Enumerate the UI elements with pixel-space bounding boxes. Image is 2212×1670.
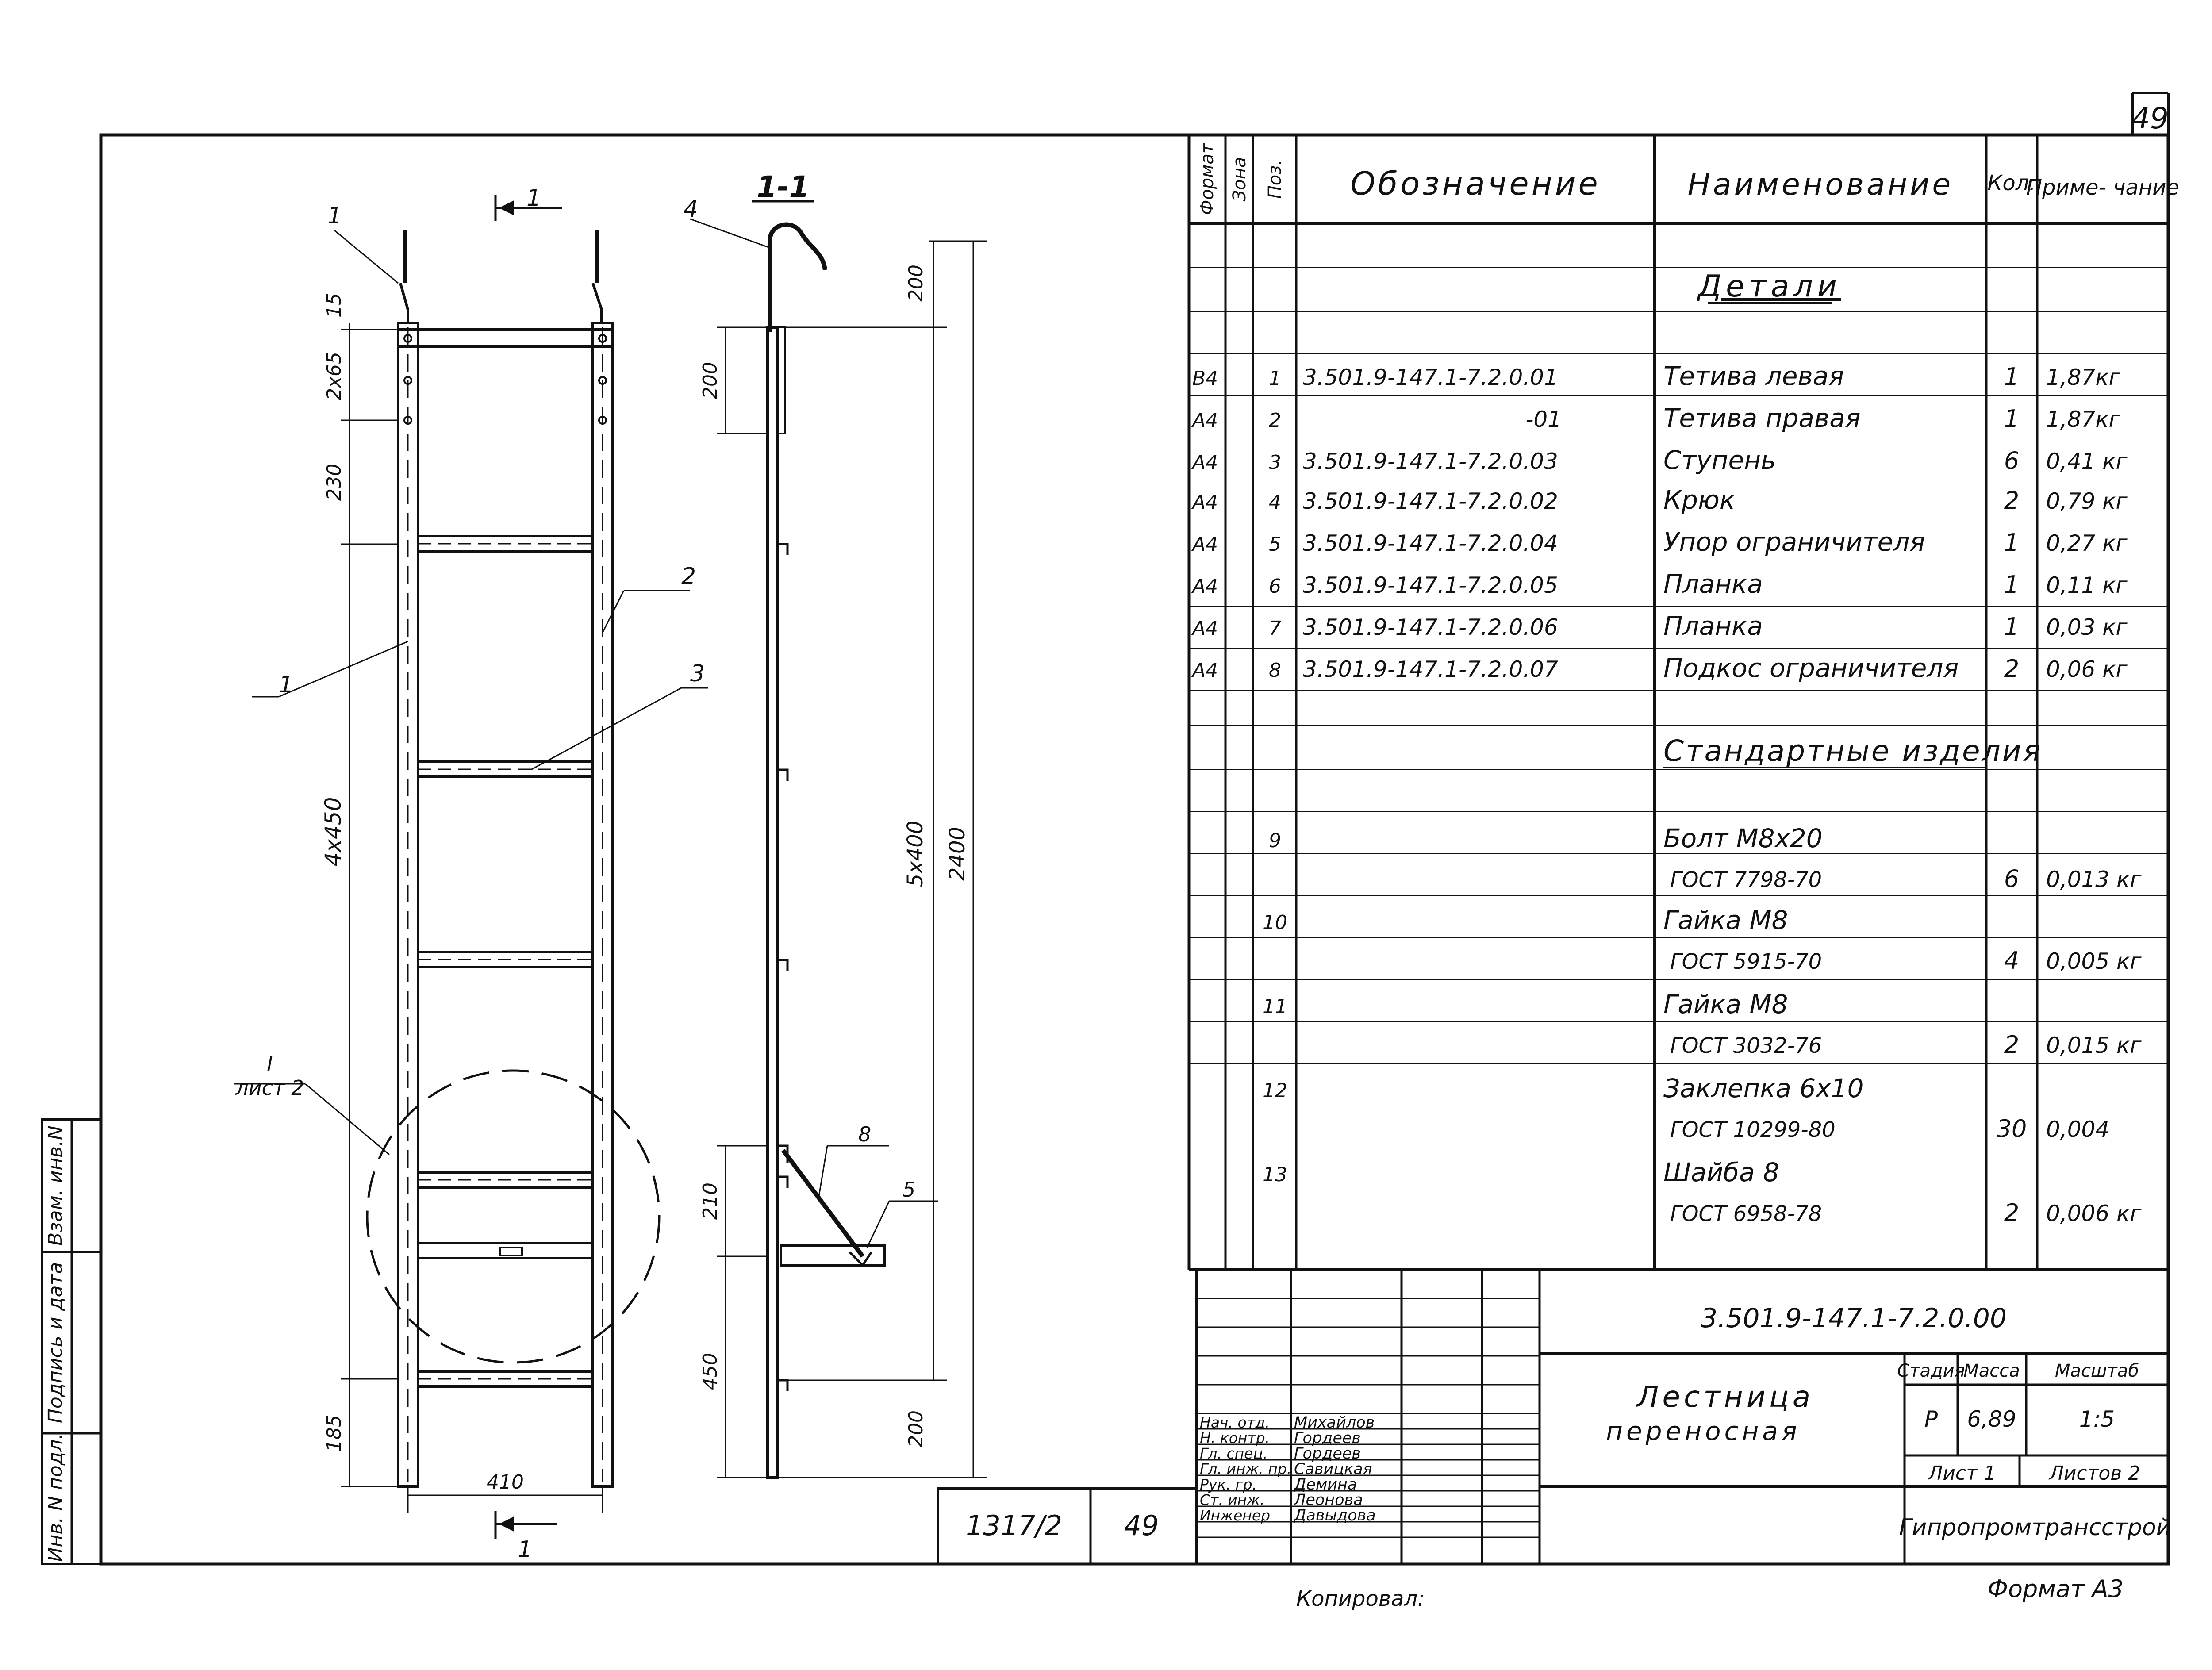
cell-format: А4 xyxy=(1192,409,1218,432)
sheet-number: 49 xyxy=(2131,101,2169,135)
cell-designation: 3.501.9-147.1-7.2.0.03 xyxy=(1303,449,1558,474)
signature-name: Демина xyxy=(1294,1476,1357,1493)
cell-position: 3 xyxy=(1269,451,1281,474)
cell-quantity: 2 xyxy=(2004,487,2020,514)
cell-note: 0,013 кг xyxy=(2046,867,2142,892)
signature-date-label: Подпись и дата xyxy=(44,1262,67,1424)
cell-name: Болт М8х20 xyxy=(1663,823,1823,853)
cell-designation: 3.501.9-147.1-7.2.0.07 xyxy=(1303,656,1558,682)
svg-text:3: 3 xyxy=(690,660,705,687)
cell-position: 1 xyxy=(1269,367,1281,390)
cell-format: А4 xyxy=(1192,451,1218,474)
title-block-text xyxy=(966,1303,2171,1542)
cell-name: Подкос ограничителя xyxy=(1663,653,1959,683)
cell-name: Крюк xyxy=(1663,485,1735,515)
svg-text:2x65: 2x65 xyxy=(323,351,346,401)
cell-standard: ГОСТ 3032-76 xyxy=(1670,1033,1822,1058)
ladder-front-view xyxy=(234,195,708,1539)
cell-note: 0,005 кг xyxy=(2046,948,2142,974)
cell-note: 0,11 кг xyxy=(2046,572,2128,598)
table-row xyxy=(1263,1073,2109,1143)
table-row xyxy=(1263,1157,2142,1227)
header-qty: Кол. xyxy=(1987,171,2036,196)
format-label: Формат А3 xyxy=(1987,1575,2124,1603)
svg-text:5: 5 xyxy=(902,1178,916,1202)
signature-role: Инженер xyxy=(1200,1507,1271,1524)
cell-note: 1,87кг xyxy=(2046,365,2120,390)
cell-quantity: 1 xyxy=(2004,405,2020,433)
cell-note: 0,79 кг xyxy=(2046,488,2128,514)
title-line-1: Лестница xyxy=(1636,1380,1814,1414)
cell-position: 11 xyxy=(1263,995,1287,1018)
signature-rows xyxy=(1200,1414,1376,1524)
signature-name: Гордеев xyxy=(1294,1429,1361,1447)
ladder-steps xyxy=(418,536,593,1386)
cell-designation: -01 xyxy=(1525,407,1562,432)
cell-format: А4 xyxy=(1192,659,1218,682)
sheet-frame xyxy=(42,93,2168,1564)
svg-text:210: 210 xyxy=(699,1182,722,1220)
cell-name: Планка xyxy=(1663,611,1763,641)
cell-quantity: 1 xyxy=(2004,613,2020,641)
svg-text:5x400: 5x400 xyxy=(903,820,928,887)
cell-position: 2 xyxy=(1269,409,1281,432)
cell-designation: 3.501.9-147.1-7.2.0.06 xyxy=(1303,614,1558,640)
svg-text:200: 200 xyxy=(905,265,927,302)
svg-text:Стадия: Стадия xyxy=(1897,1361,1965,1381)
header-designation: Обозначение xyxy=(1350,165,1601,202)
table-row xyxy=(1263,905,2142,975)
svg-text:1: 1 xyxy=(518,1536,533,1563)
cell-quantity: 1 xyxy=(2004,529,2020,557)
cell-note: 1,87кг xyxy=(2046,407,2120,432)
cell-designation: 3.501.9-147.1-7.2.0.05 xyxy=(1303,572,1558,598)
svg-text:Зона: Зона xyxy=(1229,157,1250,202)
svg-text:Листов 2: Листов 2 xyxy=(2049,1462,2141,1485)
svg-text:Масса: Масса xyxy=(1963,1361,2020,1381)
cell-quantity: 4 xyxy=(2004,947,2020,975)
cell-position: 13 xyxy=(1263,1163,1287,1186)
svg-text:200: 200 xyxy=(905,1410,927,1447)
signature-name: Гордеев xyxy=(1294,1445,1361,1463)
signature-name: Савицкая xyxy=(1294,1460,1372,1478)
svg-text:410: 410 xyxy=(487,1471,524,1493)
cell-standard: ГОСТ 6958-78 xyxy=(1670,1202,1822,1226)
signature-row xyxy=(1200,1460,1372,1478)
svg-text:Лист 1: Лист 1 xyxy=(1928,1462,1996,1485)
replaced-inventory-label: Взам. инв.N xyxy=(44,1125,67,1246)
cell-note: 0,06 кг xyxy=(2046,656,2128,682)
cell-position: 12 xyxy=(1263,1079,1287,1102)
table-row xyxy=(1192,361,2121,391)
svg-text:Формат: Формат xyxy=(1197,143,1217,215)
cell-position: 8 xyxy=(1269,659,1281,682)
signature-role: Ст. инж. xyxy=(1200,1491,1265,1509)
front-view-labels xyxy=(235,185,705,1563)
svg-text:1: 1 xyxy=(279,672,294,698)
cell-designation: 3.501.9-147.1-7.2.0.04 xyxy=(1303,530,1558,556)
signature-role: Нач. отд. xyxy=(1200,1414,1270,1431)
cell-quantity: 1 xyxy=(2004,571,2020,599)
ladder-side-view xyxy=(690,219,987,1478)
cell-quantity: 6 xyxy=(2004,865,2020,893)
cell-quantity: 2 xyxy=(2004,1199,2020,1227)
cell-name: Упор ограничителя xyxy=(1663,527,1925,557)
cell-name: Шайба 8 xyxy=(1663,1157,1779,1187)
cell-position: 5 xyxy=(1269,533,1281,556)
cell-format: В4 xyxy=(1192,367,1218,390)
svg-text:15: 15 xyxy=(323,293,346,318)
svg-text:Масштаб: Масштаб xyxy=(2055,1361,2139,1381)
cell-designation: 3.501.9-147.1-7.2.0.01 xyxy=(1303,365,1558,390)
signature-name: Давыдова xyxy=(1294,1507,1376,1524)
section-details: Детали xyxy=(1698,269,1841,304)
cell-position: 7 xyxy=(1269,617,1281,640)
cell-position: 10 xyxy=(1263,911,1287,934)
cell-format: А4 xyxy=(1192,575,1218,598)
header-name: Наименование xyxy=(1687,167,1954,202)
cell-standard: ГОСТ 7798-70 xyxy=(1670,868,1822,892)
header-note: Приме- чание xyxy=(2026,175,2179,200)
cell-designation: 3.501.9-147.1-7.2.0.02 xyxy=(1303,488,1558,514)
svg-text:1: 1 xyxy=(327,203,342,229)
section-standard: Стандартные изделия xyxy=(1663,734,2043,768)
cell-quantity: 2 xyxy=(2004,1031,2020,1059)
signature-role: Н. контр. xyxy=(1200,1429,1270,1447)
cell-name: Планка xyxy=(1663,569,1763,599)
svg-text:лист 2: лист 2 xyxy=(235,1076,304,1100)
cell-name: Ступень xyxy=(1663,445,1776,475)
cell-standard: ГОСТ 10299-80 xyxy=(1670,1117,1836,1142)
cell-position: 9 xyxy=(1269,829,1281,852)
table-row xyxy=(1263,989,2142,1059)
signature-role: Рук. гр. xyxy=(1200,1476,1257,1493)
cell-format: А4 xyxy=(1192,533,1218,556)
title-line-2: переносная xyxy=(1606,1416,1801,1446)
svg-text:2: 2 xyxy=(681,563,696,590)
doc-code: 3.501.9-147.1-7.2.0.00 xyxy=(1700,1303,2007,1334)
copied-by: Копировал: xyxy=(1296,1586,1425,1611)
cell-name: Тетива левая xyxy=(1663,361,1844,391)
svg-text:1-1: 1-1 xyxy=(757,170,810,204)
cell-quantity: 1 xyxy=(2004,363,2020,391)
svg-text:2400: 2400 xyxy=(945,826,970,881)
signature-name: Леонова xyxy=(1294,1491,1363,1509)
archive-number: 1317/2 xyxy=(965,1509,1063,1542)
cell-name: Заклепка 6х10 xyxy=(1663,1073,1864,1103)
cell-name: Тетива правая xyxy=(1663,403,1861,433)
svg-text:8: 8 xyxy=(858,1122,872,1146)
svg-text:185: 185 xyxy=(323,1415,346,1452)
svg-text:6,89: 6,89 xyxy=(1967,1406,2016,1432)
cell-position: 6 xyxy=(1269,575,1281,598)
cell-format: А4 xyxy=(1192,617,1218,640)
cell-position: 4 xyxy=(1269,491,1281,514)
svg-text:Поз.: Поз. xyxy=(1265,159,1285,199)
svg-text:450: 450 xyxy=(699,1353,722,1390)
archive-page: 49 xyxy=(1124,1509,1159,1542)
svg-text:1: 1 xyxy=(526,185,541,211)
cell-quantity: 2 xyxy=(2004,655,2020,683)
cell-note: 0,004 xyxy=(2046,1117,2110,1142)
inventory-no-label: Инв. N подл. xyxy=(44,1433,67,1562)
signature-role: Гл. спец. xyxy=(1200,1445,1268,1462)
signature-name: Михайлов xyxy=(1294,1414,1375,1432)
cell-note: 0,03 кг xyxy=(2046,614,2128,640)
svg-text:I: I xyxy=(267,1052,273,1075)
svg-text:4: 4 xyxy=(684,196,699,223)
cell-note: 0,015 кг xyxy=(2046,1033,2142,1058)
signature-role: Гл. инж. пр. xyxy=(1200,1460,1292,1478)
table-row xyxy=(1269,823,2142,893)
cell-quantity: 6 xyxy=(2004,447,2020,475)
cell-standard: ГОСТ 5915-70 xyxy=(1670,949,1822,974)
svg-text:200: 200 xyxy=(699,362,722,399)
svg-text:230: 230 xyxy=(323,464,346,501)
cell-note: 0,006 кг xyxy=(2046,1201,2142,1226)
cell-quantity: 30 xyxy=(1996,1115,2027,1143)
cell-name: Гайка М8 xyxy=(1663,905,1788,935)
svg-text:Р: Р xyxy=(1924,1406,1938,1432)
cell-note: 0,27 кг xyxy=(2046,530,2128,556)
svg-text:4x450: 4x450 xyxy=(320,797,346,867)
standard-rows xyxy=(1263,823,2142,1227)
cell-format: А4 xyxy=(1192,491,1218,514)
cell-note: 0,41 кг xyxy=(2046,449,2128,474)
svg-text:1:5: 1:5 xyxy=(2079,1406,2115,1432)
cell-name: Гайка М8 xyxy=(1663,989,1788,1019)
organization: Гипропромтрансстрой xyxy=(1899,1514,2171,1541)
